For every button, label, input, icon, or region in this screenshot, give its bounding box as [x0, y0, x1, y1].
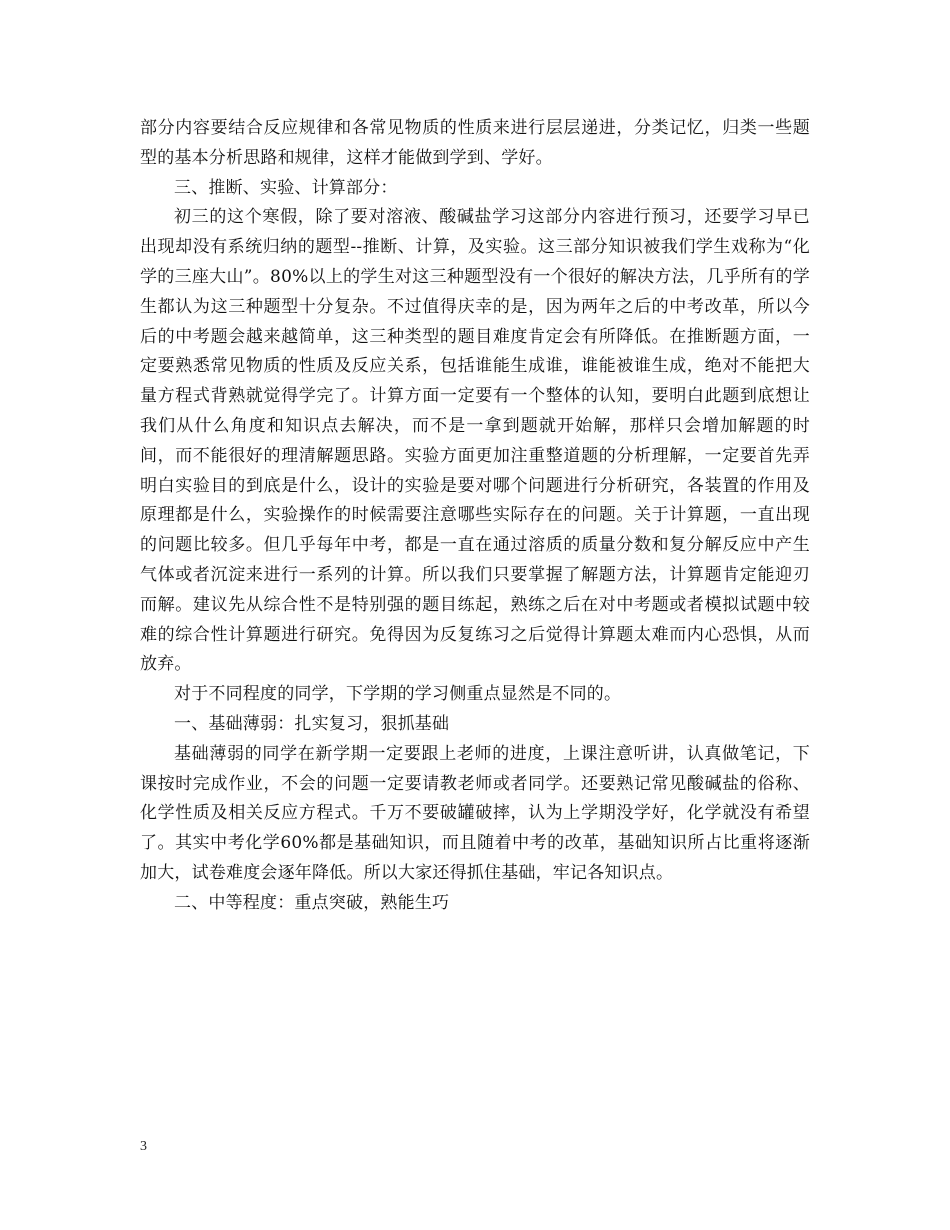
document-body	[140, 114, 810, 919]
paragraph-weak-foundation-advice: 基础薄弱的同学在新学期一定要跟上老师的进度，上课注意听讲，认真做笔记，下课按时完成作业，不会的问题一定要请教老师或者同学。还要熟记常见酸碱盐的俗称、化学性质及相关反应方程式。千万不要破罐破摔，认为上学期没学好，化学就没有希望了。其实中考化学60%都是基础知识，而且随着中考的改革，基础知识所占比重将逐渐加大，试卷难度会逐年降低。所以大家还得抓住基础，牢记各知识点。	[140, 743, 810, 883]
paragraph-continuation: 部分内容要结合反应规律和各常见物质的性质来进行层层递进，分类记忆，归类一些题型的基本分析思路和规律，这样才能做到学到、学好。	[140, 118, 810, 168]
section-heading-inference-experiment-calculation: 三、推断、实验、计算部分：	[174, 177, 398, 198]
section-heading-weak-foundation: 一、基础薄弱：扎实复习，狠抓基础	[174, 713, 450, 734]
page-number: 3	[140, 1139, 147, 1154]
paragraph-winter-break-study: 初三的这个寒假，除了要对溶液、酸碱盐学习这部分内容进行预习，还要学习早已出现却没有系统归纳的题型--推断、计算，及实验。这三部分知识被我们学生戏称为“化学的三座大山”。80%以上的学生对这三种题型没有一个很好的解决方法，几乎所有的学生都认为这三种题型十分复杂。不过值得庆幸的是，因为两年之后的中考改革，所以今后的中考题会越来越简单，这三种类型的题目难度肯定会有所降低。在推断题方面，一定要熟悉常见物质的性质及反应关系，包括谁能生成谁，谁能被谁生成，绝对不能把大量方程式背熟就觉得学完了。计算方面一定要有一个整体的认知，要明白此题到底想让我们从什么角度和知识点去解决，而不是一拿到题就开始解，那样只会增加解题的时间，而不能很好的理清解题思路。实验方面更加注重整道题的分析理解，一定要首先弄明白实验目的到底是什么，设计的实验是要对哪个问题进行分析研究，各装置的作用及原理都是什么，实验操作的时候需要注意哪些实际存在的问题。关于计算题，一直出现的问题比较多。但几乎每年中考，都是一直在通过溶质的质量分数和复分解反应中产生气体或者沉淀来进行一系列的计算。所以我们只要掌握了解题方法，计算题肯定能迎刃而解。建议先从综合性不是特别强的题目练起，熟练之后在对中考题或者模拟试题中较难的综合性计算题进行研究。免得因为反复练习之后觉得计算题太难而内心恐惧，从而放弃。	[140, 207, 810, 675]
section-heading-intermediate-level: 二、中等程度：重点突破，熟能生巧	[174, 892, 450, 913]
paragraph-different-levels: 对于不同程度的同学，下学期的学习侧重点显然是不同的。	[174, 684, 622, 705]
